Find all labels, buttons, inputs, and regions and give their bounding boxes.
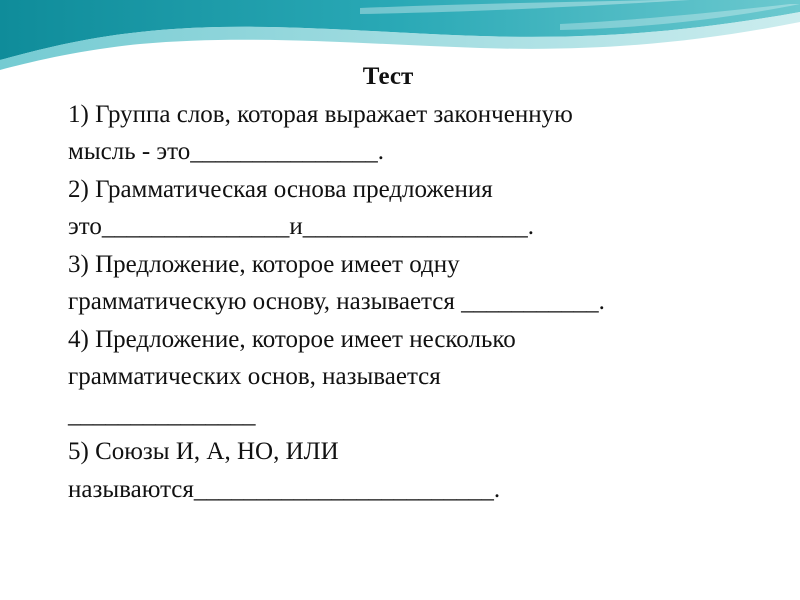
question-4-line-3: _______________ — [68, 400, 256, 428]
question-1-line-1: 1) Группа слов, которая выражает законченную — [68, 100, 573, 128]
question-3-line-1: 3) Предложение, которое имеет одну — [68, 250, 460, 278]
question-5-line-1: 5) Союзы И, А, НО, ИЛИ — [68, 438, 339, 465]
question-5-line-2: называются________________________. — [68, 475, 501, 503]
question-4-line-2: грамматических основ, называется — [68, 363, 441, 390]
question-1-line-2: мысль - это_______________. — [68, 138, 384, 165]
question-2-line-2: это_______________и__________________. — [68, 213, 534, 240]
question-3-line-2: грамматическую основу, называется ___________. — [68, 288, 605, 315]
test-content — [68, 58, 768, 508]
slide-title: Тест — [362, 63, 414, 90]
question-2-line-1: 2) Грамматическая основа предложения — [68, 175, 493, 203]
question-4-line-1: 4) Предложение, которое имеет несколько — [68, 325, 516, 353]
